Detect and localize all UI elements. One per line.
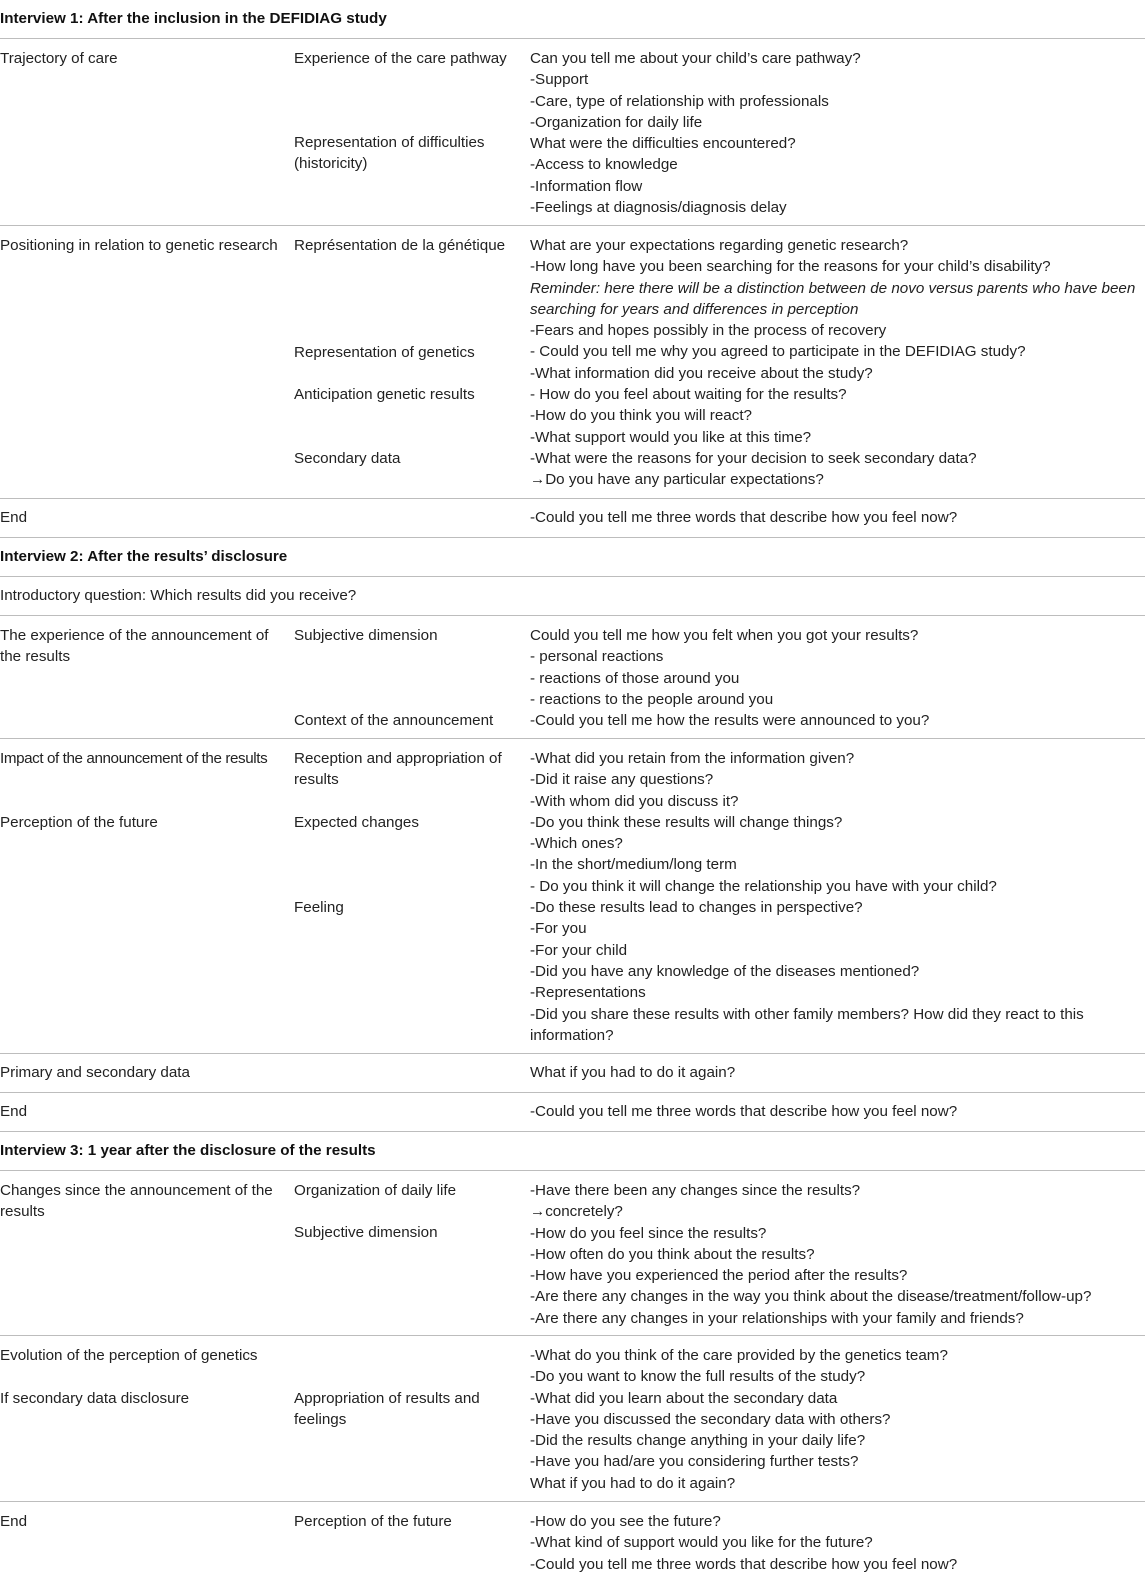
questions-cell xyxy=(530,48,1142,218)
question-line: -Are there any changes in the way you think about the disease/treatment/follow-up? xyxy=(530,1288,1092,1306)
question-line: -What did you learn about the secondary data xyxy=(530,1389,838,1407)
question-line: - Could you tell me why you agreed to participate in the DEFIDIAG study? xyxy=(530,343,1026,361)
question-line: -With whom did you discuss it? xyxy=(530,792,739,810)
theme-cell: Changes since the announcement of the results xyxy=(0,1182,273,1221)
table-row xyxy=(0,1171,1145,1336)
question-line: -Access to knowledge xyxy=(530,156,678,174)
table-row xyxy=(0,739,1145,1054)
table-row xyxy=(0,39,1145,226)
question-line: -Fears and hopes possibly in the process of recovery xyxy=(530,322,887,340)
question-line: -In the short/medium/long term xyxy=(530,856,737,874)
question-line: What are your expectations regarding genetic research? xyxy=(530,237,909,254)
question-line: information? xyxy=(530,1026,614,1044)
subtheme-cell: Experience of the care pathway xyxy=(294,50,507,67)
question-line: -Representations xyxy=(530,984,646,1002)
questions-cell xyxy=(530,1345,1142,1494)
question-line: -Organization for daily life xyxy=(530,113,703,131)
questions-cell xyxy=(530,1180,1142,1329)
table-row xyxy=(0,1502,1145,1592)
question-line: -How do you see the future? xyxy=(530,1513,721,1530)
question-line: Can you tell me about your child’s care pathway? xyxy=(530,50,861,67)
question-line: - Do you think it will change the relationship you have with your child? xyxy=(530,877,997,895)
question-line: -How do you think you will react? xyxy=(530,407,753,425)
interview-1-title: Interview 1: After the inclusion in the DEFIDIAG study xyxy=(0,10,387,27)
theme-cell: Impact of the announcement of the results xyxy=(0,750,268,767)
theme-cell: Positioning in relation to genetic research xyxy=(0,237,278,254)
subtheme-cell: Representation of difficulties (historicity) xyxy=(294,134,485,173)
question-line: - How do you feel about waiting for the results? xyxy=(530,386,847,404)
theme-cell: Trajectory of care xyxy=(0,50,118,67)
table-row xyxy=(0,577,1145,616)
question-line: -What were the reasons for your decision to seek secondary data? xyxy=(530,449,977,467)
theme-cell: Evolution of the perception of genetics xyxy=(0,1347,258,1364)
question-line: -Are there any changes in your relationships with your family and friends? xyxy=(530,1309,1024,1327)
question-line: -Have there been any changes since the results? xyxy=(530,1182,861,1199)
subtheme-cell: Subjective dimension xyxy=(294,1224,438,1241)
question-line: -Could you tell me three words that describe how you feel now? xyxy=(530,1555,958,1573)
interview-2-header xyxy=(0,538,1145,577)
question-line: →Do you have any particular expectations? xyxy=(530,471,824,489)
theme-cell: End xyxy=(0,509,28,526)
question-line: -What information did you receive about the study? xyxy=(530,364,873,382)
question-line: -Did you have any knowledge of the diseases mentioned? xyxy=(530,962,920,980)
questions-cell xyxy=(530,748,1142,1046)
question-line: -What support would you like at this time? xyxy=(530,428,812,446)
question-line: - reactions to the people around you xyxy=(530,690,774,708)
questions-cell xyxy=(530,235,1142,491)
question-line: -Could you tell me three words that describe how you feel now? xyxy=(530,1103,958,1120)
subtheme-cell: Organization of daily life xyxy=(294,1182,457,1199)
question-line: -What do you think of the care provided by the genetics team? xyxy=(530,1347,948,1364)
question-line: -Did it raise any questions? xyxy=(530,771,714,789)
interview-1-header xyxy=(0,0,1145,39)
table-row xyxy=(0,1054,1145,1093)
question-line: -Did the results change anything in your daily life? xyxy=(530,1432,866,1450)
question-line: What if you had to do it again? xyxy=(530,1064,736,1081)
question-line: -Do you think these results will change things? xyxy=(530,813,843,831)
question-line: →concretely? xyxy=(530,1203,623,1221)
subtheme-cell: Appropriation of results and feelings xyxy=(294,1390,480,1429)
subtheme-cell: Feeling xyxy=(294,899,344,916)
theme-cell: Perception of the future xyxy=(0,814,158,831)
subtheme-cell: Context of the announcement xyxy=(294,712,494,729)
question-line: -Have you had/are you considering further tests? xyxy=(530,1453,859,1471)
question-line: -Did you share these results with other family members? How did they react to this xyxy=(530,1005,1084,1023)
question-line: What if you had to do it again? xyxy=(530,1474,736,1492)
theme-cell: If secondary data disclosure xyxy=(0,1390,190,1407)
questions-cell xyxy=(530,625,1142,731)
table-row xyxy=(0,1336,1145,1502)
question-line: -How do you feel since the results? xyxy=(530,1224,767,1242)
subtheme-cell: Perception of the future xyxy=(294,1513,452,1530)
question-line: -Feelings at diagnosis/diagnosis delay xyxy=(530,199,787,217)
question-line: -Do you want to know the full results of the study? xyxy=(530,1368,866,1386)
reminder-note: searching for years and differences in perception xyxy=(530,300,859,318)
subtheme-cell: Représentation de la génétique xyxy=(294,237,506,254)
subtheme-cell: Subjective dimension xyxy=(294,627,438,644)
table-row xyxy=(0,616,1145,739)
table-row xyxy=(0,1093,1145,1132)
interview-3-title: Interview 3: 1 year after the disclosure of the results xyxy=(0,1142,376,1159)
question-line: -What did you retain from the information given? xyxy=(530,750,855,767)
question-line: - reactions of those around you xyxy=(530,669,740,687)
question-line: -Could you tell me how the results were announced to you? xyxy=(530,712,930,730)
question-line: -Information flow xyxy=(530,177,643,195)
table-row xyxy=(0,226,1145,499)
subtheme-cell: Reception and appropriation of results xyxy=(294,750,502,789)
question-line: -Which ones? xyxy=(530,835,623,853)
question-line: -For your child xyxy=(530,941,628,959)
interview-2-title: Interview 2: After the results’ disclosure xyxy=(0,548,288,565)
question-line: -Support xyxy=(530,71,589,89)
question-line: -Care, type of relationship with professionals xyxy=(530,92,829,110)
theme-cell: End xyxy=(0,1103,28,1120)
subtheme-cell: Representation of genetics xyxy=(294,344,475,361)
question-line: -How have you experienced the period after the results? xyxy=(530,1267,908,1285)
question-line: - personal reactions xyxy=(530,648,664,666)
interview-3-header xyxy=(0,1132,1145,1171)
introductory-question: Introductory question: Which results did you receive? xyxy=(0,587,357,604)
question-line: -Do these results lead to changes in perspective? xyxy=(530,899,863,917)
reminder-note: Reminder: here there will be a distinction between de novo versus parents who have been xyxy=(530,279,1136,297)
question-line: -How often do you think about the results? xyxy=(530,1245,815,1263)
question-line: -Could you tell me three words that describe how you feel now? xyxy=(530,509,958,526)
question-line: -For you xyxy=(530,920,587,938)
theme-cell: The experience of the announcement of the results xyxy=(0,627,269,666)
question-line: -How long have you been searching for the reasons for your child’s disability? xyxy=(530,258,1051,276)
subtheme-cell: Expected changes xyxy=(294,814,419,831)
question-line: What were the difficulties encountered? xyxy=(530,135,796,153)
subtheme-cell: Anticipation genetic results xyxy=(294,386,475,403)
question-line: Could you tell me how you felt when you got your results? xyxy=(530,627,919,644)
theme-cell: Primary and secondary data xyxy=(0,1064,190,1081)
questions-cell xyxy=(530,1511,1142,1575)
table-row xyxy=(0,499,1145,538)
theme-cell: End xyxy=(0,1513,28,1530)
question-line: -Have you discussed the secondary data with others? xyxy=(530,1410,891,1428)
question-line: -What kind of support would you like for the future? xyxy=(530,1534,873,1552)
subtheme-cell: Secondary data xyxy=(294,450,401,467)
